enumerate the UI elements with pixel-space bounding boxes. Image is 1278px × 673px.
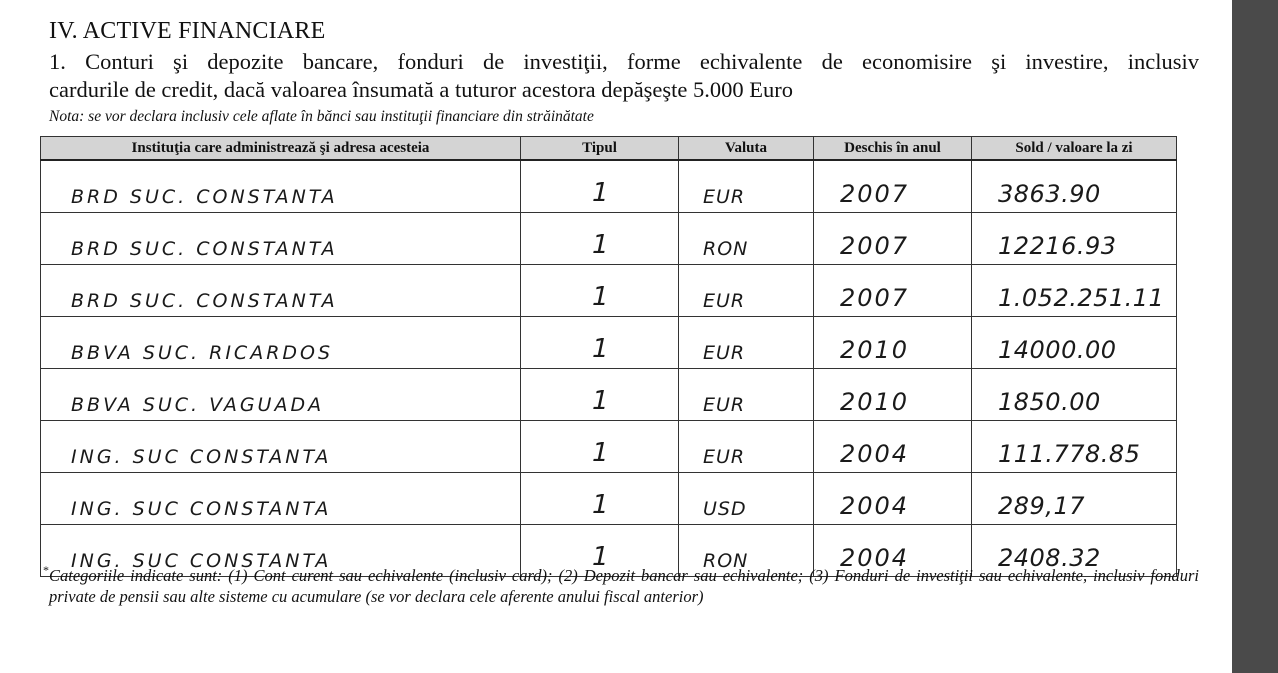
cell-currency: EUR <box>703 446 746 468</box>
table-row <box>41 369 1177 421</box>
header-opened: Deschis în anul <box>814 137 972 161</box>
cell-type: 1 <box>588 230 612 260</box>
table-row <box>41 317 1177 369</box>
footnote-text: Categoriile indicate sunt: (1) Cont curent sau echivalente (inclusiv card); (2) Depozit bancar sau echivalente; (3) Fonduri de investiţii sau echivalente, inclusiv fonduri private de pensii sau alte sisteme cu acumulare (se vor declara cele aferente anului fiscal anterior) <box>49 566 1199 606</box>
cell-institution: BBVA SUC. RICARDOS <box>71 342 334 364</box>
cell-currency: USD <box>703 498 747 520</box>
header-institution: Instituţia care administrează şi adresa acesteia <box>41 137 521 161</box>
cell-opened: 2004 <box>840 492 910 520</box>
cell-opened: 2010 <box>840 388 910 416</box>
cell-opened: 2004 <box>840 544 910 572</box>
table-row <box>41 421 1177 473</box>
cell-balance: 14000.00 <box>998 336 1117 364</box>
cell-opened: 2007 <box>840 180 910 208</box>
cell-opened: 2007 <box>840 232 910 260</box>
cell-type: 1 <box>588 282 612 312</box>
section-title: IV. ACTIVE FINANCIARE <box>49 18 326 44</box>
cell-currency: RON <box>703 550 749 572</box>
cell-institution: ING. SUC CONSTANTA <box>71 446 332 468</box>
cell-type: 1 <box>588 178 612 208</box>
cell-institution: ING. SUC CONSTANTA <box>71 498 332 520</box>
cell-type: 1 <box>588 386 612 416</box>
accounts-table <box>40 136 1177 577</box>
cell-currency: EUR <box>703 186 746 208</box>
cell-type: 1 <box>588 490 612 520</box>
cell-opened: 2004 <box>840 440 910 468</box>
table-row <box>41 265 1177 317</box>
table-row <box>41 160 1177 213</box>
cell-institution: BBVA SUC. VAGUADA <box>71 394 325 416</box>
cell-balance: 3863.90 <box>998 180 1101 208</box>
cell-balance: 1.052.251.11 <box>998 284 1165 312</box>
cell-type: 1 <box>588 438 612 468</box>
cell-balance: 2408.32 <box>998 544 1101 572</box>
cell-institution: BRD SUC. CONSTANTA <box>71 238 338 260</box>
cell-balance: 289,17 <box>998 492 1085 520</box>
cell-institution: ING. SUC CONSTANTA <box>71 550 332 572</box>
footnote <box>43 563 1199 607</box>
cell-opened: 2007 <box>840 284 910 312</box>
note-text: Nota: se vor declara inclusiv cele aflate în bănci sau instituţii financiare din străinătate <box>49 108 594 125</box>
table-row <box>41 473 1177 525</box>
cell-opened: 2010 <box>840 336 910 364</box>
cell-institution: BRD SUC. CONSTANTA <box>71 186 338 208</box>
heading-line-2: cardurile de credit, dacă valoarea însumată a tuturor acestora depăşeşte 5.000 Euro <box>49 77 794 102</box>
footnote-marker: * <box>43 563 49 577</box>
viewer-scrollbar-panel[interactable] <box>1232 0 1278 673</box>
header-type: Tipul <box>521 137 679 161</box>
section-heading <box>49 48 1199 104</box>
cell-institution: BRD SUC. CONSTANTA <box>71 290 338 312</box>
cell-currency: EUR <box>703 342 746 364</box>
cell-balance: 12216.93 <box>998 232 1117 260</box>
cell-currency: RON <box>703 238 749 260</box>
table-row <box>41 213 1177 265</box>
cell-balance: 111.778.85 <box>998 440 1141 468</box>
cell-balance: 1850.00 <box>998 388 1101 416</box>
table-header-row <box>41 137 1177 161</box>
cell-type: 1 <box>588 334 612 364</box>
cell-type: 1 <box>588 542 612 572</box>
header-currency: Valuta <box>679 137 814 161</box>
cell-currency: EUR <box>703 394 746 416</box>
header-balance: Sold / valoare la zi <box>972 137 1177 161</box>
heading-line-1: 1. Conturi şi depozite bancare, fonduri de investiţii, forme echivalente de economisire şi investire, inclusiv <box>49 49 1199 74</box>
cell-currency: EUR <box>703 290 746 312</box>
